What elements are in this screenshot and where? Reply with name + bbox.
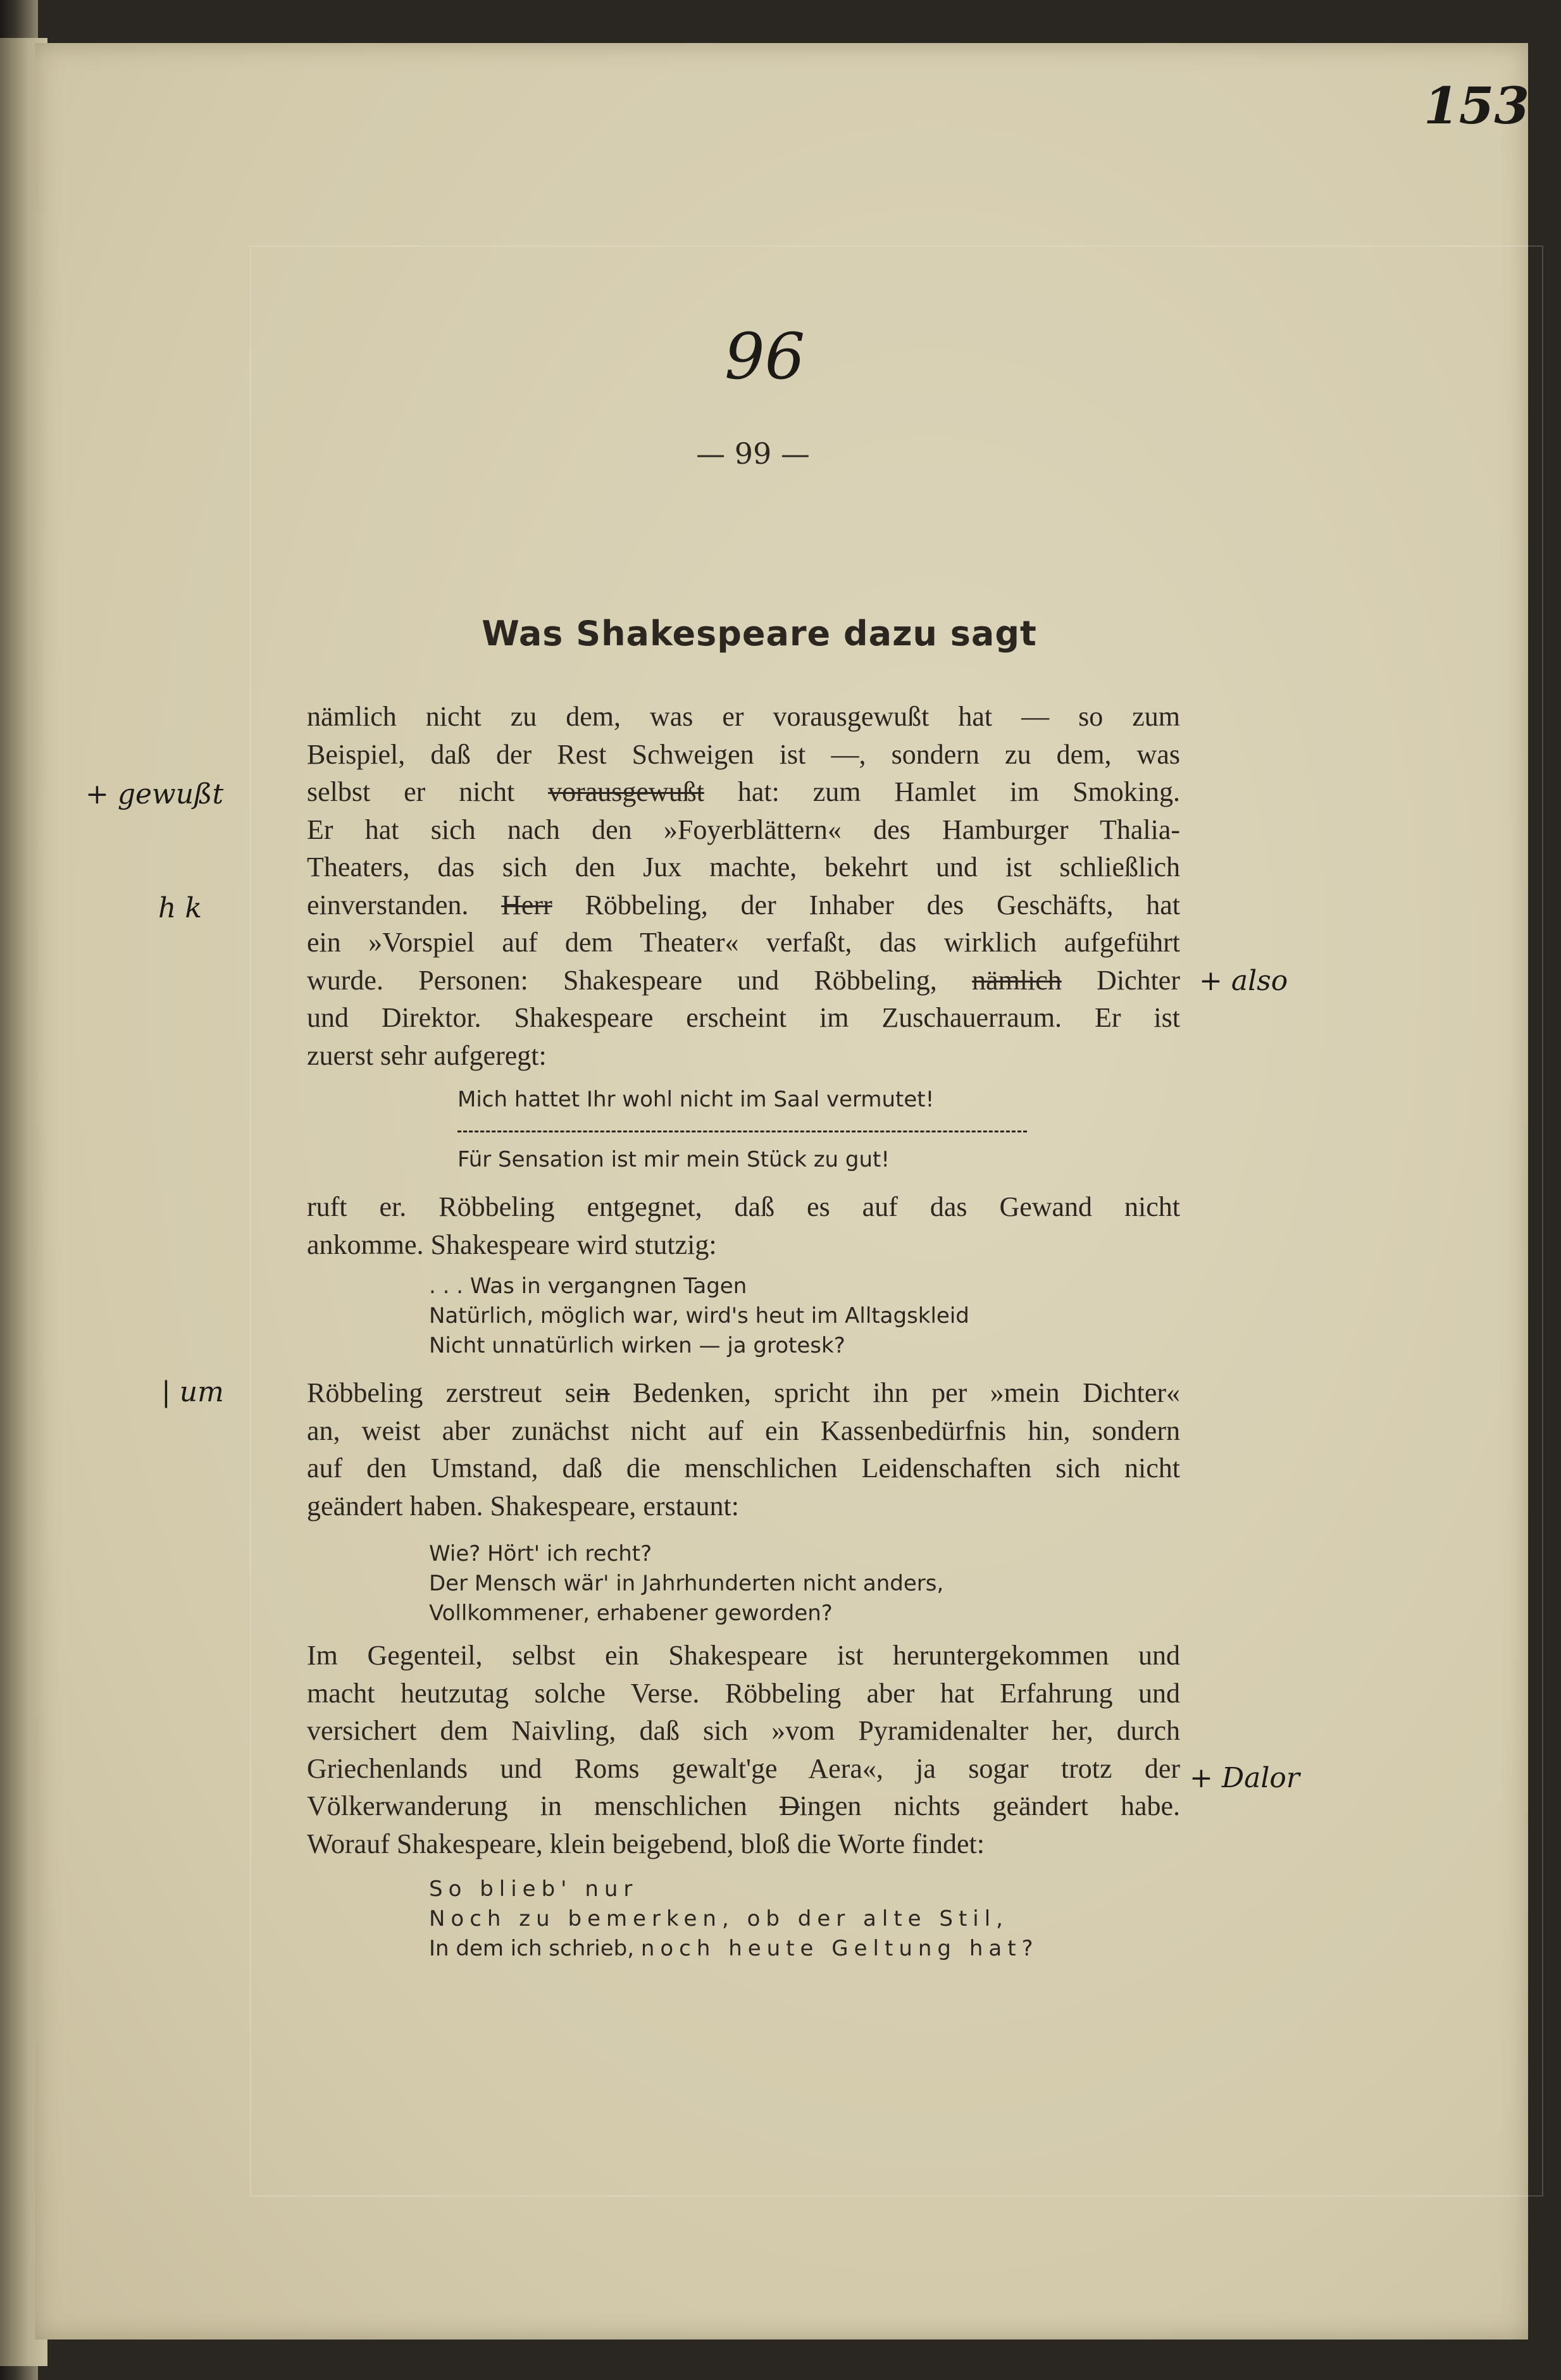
struck-word: nämlich xyxy=(972,964,1062,996)
verse-1-line-2: Für Sensation ist mir mein Stück zu gut! xyxy=(457,1147,890,1172)
verse-segment: noch heute Geltung hat? xyxy=(640,1936,1039,1961)
verse-line xyxy=(429,1904,1039,1934)
text-segment: einverstanden. xyxy=(307,889,502,920)
verse-2 xyxy=(429,1272,969,1361)
verse-line: . . . Was in vergangnen Tagen xyxy=(429,1274,747,1299)
verse-line: Natürlich, möglich war, wird's heut im Alltagskleid xyxy=(429,1303,969,1329)
text-segment: ingen nichts geändert habe. xyxy=(799,1790,1180,1821)
text-segment: Bedenken, spricht ihn per »mein Dichter« xyxy=(609,1377,1180,1408)
text-line: auf den Umstand, daß die menschlichen Leidenschaften sich nicht xyxy=(307,1453,1180,1484)
text-line: und Direktor. Shakespeare erscheint im Zuschauerraum. Er ist xyxy=(307,1002,1180,1033)
verse-line: Wie? Hört' ich recht? xyxy=(429,1541,652,1566)
verse-segment: So blieb' nur xyxy=(429,1876,638,1902)
text-line xyxy=(307,962,1180,1000)
verse-line: Vollkommener, erhabener geworden? xyxy=(429,1601,833,1626)
handwritten-page-number: 96 xyxy=(725,319,805,394)
text-line: versichert dem Naivling, daß sich »vom Pyramidenalter her, durch xyxy=(307,1715,1180,1746)
margin-note-5: + Dalor xyxy=(1190,1762,1300,1794)
text-line: Beispiel, daß der Rest Schweigen ist —, sondern zu dem, was xyxy=(307,738,1180,770)
verse-segment: Noch zu bemerken, ob der alte Stil, xyxy=(429,1906,1009,1931)
text-line: nämlich nicht zu dem, was er vorausgewußt hat — so zum xyxy=(307,701,1180,732)
text-line: ruft er. Röbbeling entgegnet, daß es auf das Gewand nicht xyxy=(307,1191,1180,1222)
paragraph-4 xyxy=(307,1637,1180,1862)
verse-segment: In dem ich schrieb, xyxy=(429,1936,641,1961)
margin-note-1: + gewußt xyxy=(85,778,224,810)
verse-3 xyxy=(429,1539,943,1628)
verse-4 xyxy=(429,1875,1039,1964)
margin-note-4: | um xyxy=(161,1376,224,1408)
struck-word: Herr xyxy=(501,889,552,920)
folio-number: 153 xyxy=(1424,76,1529,135)
text-line: Theaters, das sich den Jux machte, bekehrt und ist schließlich xyxy=(307,852,1180,883)
text-line: zuerst sehr aufgeregt: xyxy=(307,1039,547,1071)
text-segment: wurde. Personen: Shakespeare und Röbbeling, xyxy=(307,964,973,996)
text-line: ein »Vorspiel auf dem Theater« verfaßt, das wirklich aufgeführt xyxy=(307,927,1180,958)
text-line xyxy=(307,1787,1180,1825)
text-line xyxy=(307,1374,1180,1412)
struck-word: n xyxy=(595,1377,610,1408)
verse-1-line-1: Mich hattet Ihr wohl nicht im Saal vermutet! xyxy=(457,1087,935,1112)
text-line: an, weist aber zunächst nicht auf ein Kassenbedürfnis hin, sondern xyxy=(307,1415,1180,1446)
struck-word: D xyxy=(779,1790,800,1821)
text-line xyxy=(307,773,1180,811)
verse-line: Der Mensch wär' in Jahrhunderten nicht anders, xyxy=(429,1571,944,1596)
text-segment: Röbbeling zerstreut sei xyxy=(307,1377,596,1408)
verse-line xyxy=(429,1934,1039,1964)
margin-note-3: + also xyxy=(1199,965,1288,997)
margin-note-2: h k xyxy=(158,892,202,924)
text-line: geändert haben. Shakespeare, erstaunt: xyxy=(307,1490,739,1522)
text-line: Griechenlands und Roms gewalt'ge Aera«, ja sogar trotz der xyxy=(307,1752,1180,1784)
text-segment: selbst er nicht xyxy=(307,776,549,807)
text-line: Er hat sich nach den »Foyerblättern« des Hamburger Thalia- xyxy=(307,814,1180,845)
text-line xyxy=(307,886,1180,924)
text-segment: hat: zum Hamlet im Smoking. xyxy=(704,776,1181,807)
paragraph-1 xyxy=(307,698,1180,1074)
struck-word: vorausgewußt xyxy=(548,776,704,807)
text-segment: Dichter xyxy=(1061,964,1180,996)
dashed-separator xyxy=(457,1131,1027,1135)
text-line: Worauf Shakespeare, klein beigebend, bloß die Worte findet: xyxy=(307,1828,985,1859)
chapter-title: Was Shakespeare dazu sagt xyxy=(482,614,1037,654)
paragraph-3 xyxy=(307,1374,1180,1525)
text-line: Im Gegenteil, selbst ein Shakespeare ist heruntergekommen und xyxy=(307,1640,1180,1671)
printed-page-number: — 99 — xyxy=(696,437,810,471)
verse-line xyxy=(429,1875,1039,1904)
verse-line: Nicht unnatürlich wirken — ja grotesk? xyxy=(429,1333,845,1358)
text-line: ankomme. Shakespeare wird stutzig: xyxy=(307,1229,717,1260)
paragraph-2 xyxy=(307,1188,1180,1263)
text-segment: Völkerwanderung in menschlichen xyxy=(307,1790,780,1821)
text-segment: Röbbeling, der Inhaber des Geschäfts, hat xyxy=(552,889,1181,920)
text-line: macht heutzutag solche Verse. Röbbeling aber hat Erfahrung und xyxy=(307,1677,1180,1709)
